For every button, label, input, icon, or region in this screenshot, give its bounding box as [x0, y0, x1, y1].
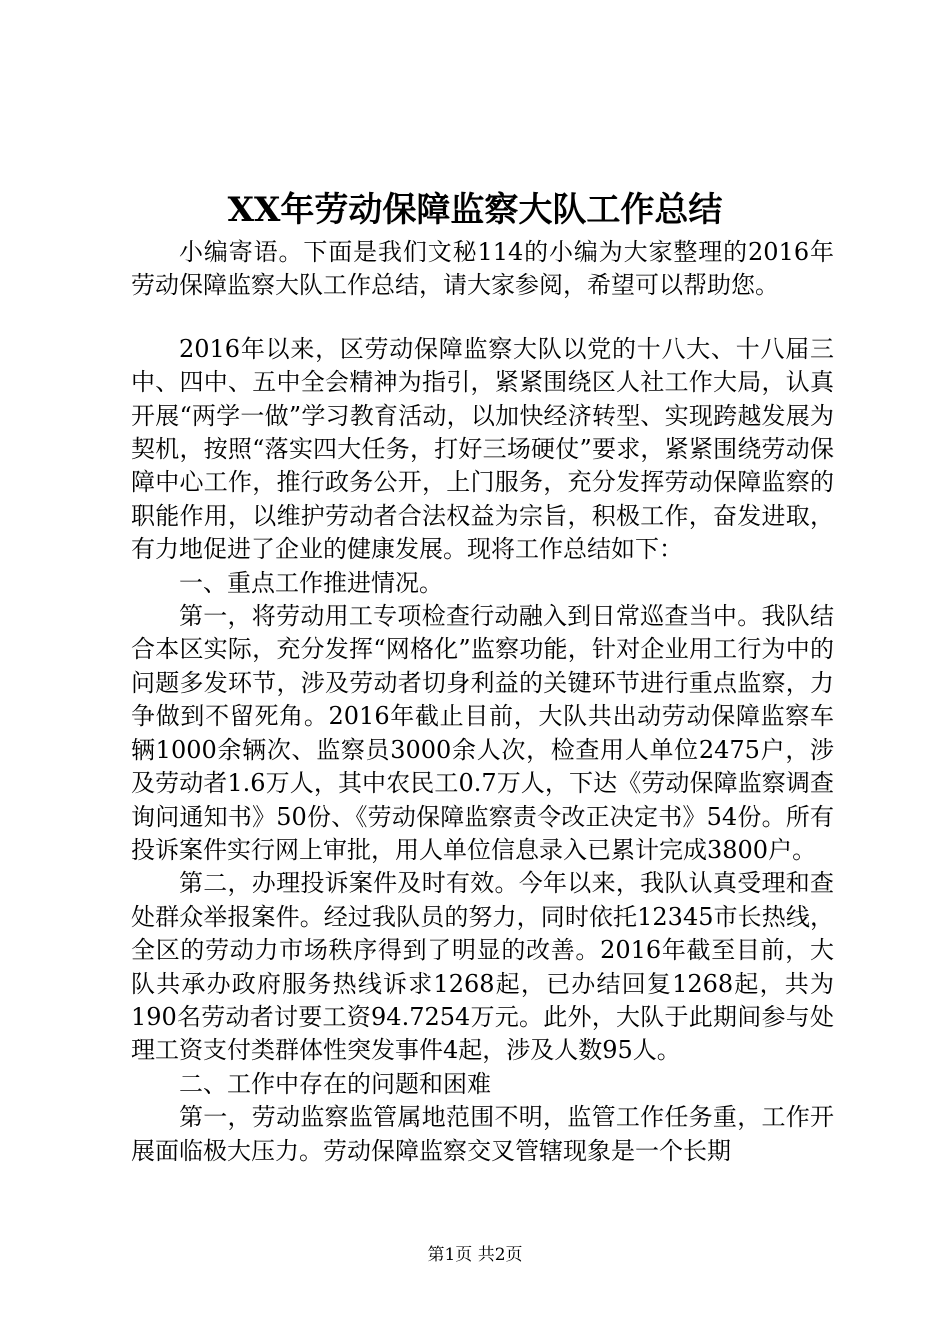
page-footer: 第1页 共2页 [427, 1245, 523, 1265]
document-title: XX年劳动保障监察大队工作总结 [227, 190, 723, 230]
paragraph-inspection: 第一，将劳动用工专项检查行动融入到日常巡查当中。我队结合本区实际，充分发挥“网格化”监察功能，针对企业用工行为中的问题多发环节，涉及劳动者切身利益的关键环节进行重点监察，力争做到不留死角。2016年截止目前，大队共出动劳动保障监察车辆1000余辆次、监察员3000余人次，检查用人单位2475户，涉及劳动者1.6万人，其中农民工0.7万人，下达《劳动保障监察调查询问通知书》50份、《劳动保障监察责令改正决定书》54份。所有投诉案件实行网上审批，用人单位信息录入已累计完成3800户。 [131, 602, 834, 864]
paragraph-complaints: 第二，办理投诉案件及时有效。今年以来，我队认真受理和查处群众举报案件。经过我队员的努力，同时依托12345市长热线，全区的劳动力市场秩序得到了明显的改善。2016年截至目前，大队共承办政府服务热线诉求1268起，已办结回复1268起，共为190名劳动者讨要工资94.7254万元。此外，大队于此期间参与处理工资支付类群体性突发事件4起，涉及人数95人。 [131, 869, 834, 1065]
paragraph-overview: 2016年以来，区劳动保障监察大队以党的十八大、十八届三中、四中、五中全会精神为指引，紧紧围绕区人社工作大局，认真开展“两学一做”学习教育活动，以加快经济转型、实现跨越发展为契机，按照“落实四大任务，打好三场硬仗”要求，紧紧围绕劳动保障中心工作，推行政务公开，上门服务，充分发挥劳动保障监察的职能作用，以维护劳动者合法权益为宗旨，积极工作，奋发进取，有力地促进了企业的健康发展。现将工作总结如下： [131, 334, 834, 564]
section-heading-2: 二、工作中存在的问题和困难 [179, 1069, 491, 1098]
document-body [131, 236, 834, 1168]
section-heading-1: 一、重点工作推进情况。 [179, 568, 443, 597]
intro-paragraph: 小编寄语。下面是我们文秘114的小编为大家整理的2016年劳动保障监察大队工作总结，请大家参阅，希望可以帮助您。 [131, 238, 834, 300]
paragraph-problems: 第一，劳动监察监管属地范围不明，监管工作任务重，工作开展面临极大压力。劳动保障监察交叉管辖现象是一个长期 [131, 1103, 834, 1165]
